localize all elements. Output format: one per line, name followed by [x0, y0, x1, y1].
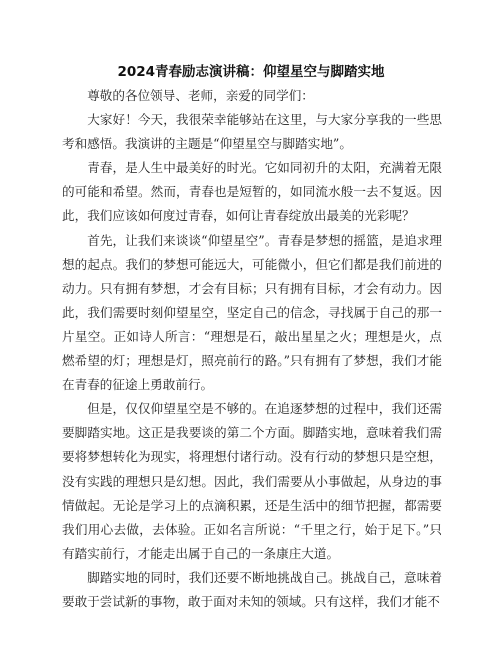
- paragraph-opening: 大家好！今天，我很荣幸能够站在这里，与大家分享我的一些思考和感悟。我演讲的主题是“仰望星空与脚踏实地”。: [62, 112, 442, 152]
- document-title: 2024青春励志演讲稿：仰望星空与脚踏实地: [117, 64, 385, 80]
- paragraph-down-to-earth: 但是，仅仅仰望星空是不够的。在追逐梦想的过程中，我们还需要脚踏实地。这正是我要谈的第二个方面。脚踏实地，意味着我们需要将梦想转化为现实，将理想付诸行动。没有行动的梦想只是空想，没有实践的理想只是幻想。因此，我们需要从小事做起，从身边的事情做起。无论是学习上的点滴积累，还是生活中的细节把握，都需要我们用心去做，去体验。正如名言所说：“千里之行，始于足下。”只有踏实前行，才能走出属于自己的一条康庄大道。: [62, 401, 442, 561]
- paragraph-salutation: 尊敬的各位领导、老师，亲爱的同学们：: [87, 88, 314, 103]
- paragraph-youth: 青春，是人生中最美好的时光。它如同初升的太阳，充满着无限的可能和希望。然而，青春也是短暂的，如同流水般一去不复返。因此，我们应该如何度过青春，如何让青春绽放出最美的光彩呢？: [62, 160, 442, 224]
- paragraph-challenge: 脚踏实地的同时，我们还要不断地挑战自己。挑战自己，意味着要敢于尝试新的事物，敢于面对未知的领域。只有这样，我们才能不: [62, 569, 442, 609]
- paragraph-stargazing: 首先，让我们来谈谈“仰望星空”。青春是梦想的摇篮，是追求理想的起点。我们的梦想可能远大，可能微小，但它们都是我们前进的动力。只有拥有梦想，才会有目标；只有拥有目标，才会有动力。因此，我们需要时刻仰望星空，坚定自己的信念，寻找属于自己的那一片星空。正如诗人所言：“理想是石，敲出星星之火；理想是火，点燃希望的灯；理想是灯，照亮前行的路。”只有拥有了梦想，我们才能在青春的征途上勇敢前行。: [62, 232, 442, 393]
- document-body: [62, 84, 442, 614]
